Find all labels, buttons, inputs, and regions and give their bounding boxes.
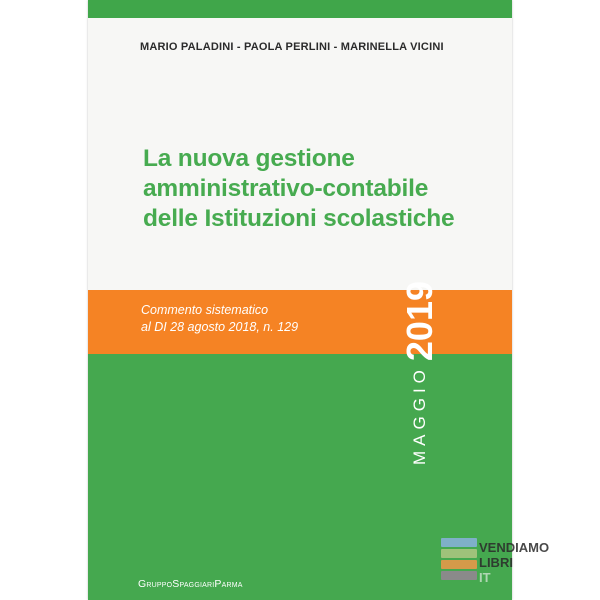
book-cover bbox=[88, 0, 550, 600]
subtitle bbox=[141, 302, 298, 336]
edition-year: 2019 bbox=[399, 281, 440, 362]
title-line-2: amministrativo-contabile bbox=[143, 175, 429, 202]
watermark-line-2: LIBRI bbox=[479, 555, 513, 570]
watermark-line-1: VENDIAMO bbox=[479, 540, 550, 555]
edition-date bbox=[399, 281, 459, 465]
publisher-name: GruppoSpaggiariParma bbox=[138, 578, 243, 590]
watermark-text bbox=[479, 540, 549, 585]
title-line-3: delle Istituzioni scolastiche bbox=[143, 205, 455, 232]
top-green-band bbox=[88, 0, 512, 18]
title-line-1: La nuova gestione bbox=[143, 145, 355, 172]
watermark-line-3: IT bbox=[479, 570, 491, 585]
edition-month: MAGGIO bbox=[410, 365, 429, 465]
books-stack-icon bbox=[441, 538, 477, 586]
book-title bbox=[143, 144, 503, 234]
subtitle-line-2: al DI 28 agosto 2018, n. 129 bbox=[141, 320, 299, 334]
watermark-logo bbox=[441, 538, 561, 588]
authors: MARIO PALADINI - PAOLA PERLINI - MARINELLA VICINI bbox=[140, 41, 444, 53]
subtitle-line-1: Commento sistematico bbox=[141, 303, 269, 317]
